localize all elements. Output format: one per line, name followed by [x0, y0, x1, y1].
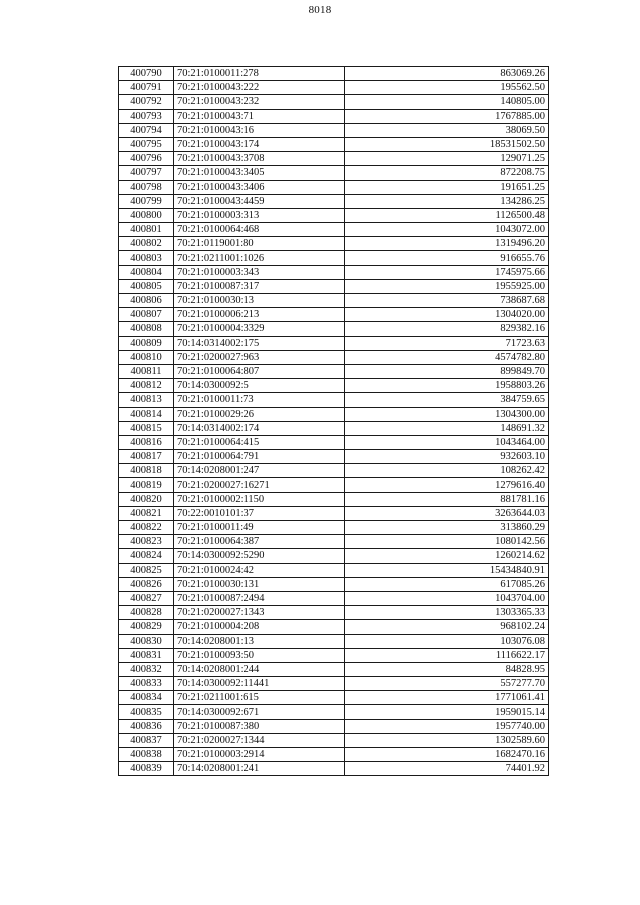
row-number-cell: 400812	[119, 379, 174, 393]
cadastral-number-cell: 70:21:0100043:232	[174, 95, 345, 109]
table-row	[119, 308, 549, 322]
value-cell: 1080142.56	[345, 535, 549, 549]
value-cell: 140805.00	[345, 95, 549, 109]
value-cell: 557277.70	[345, 677, 549, 691]
cadastral-number-cell: 70:14:0300092:5290	[174, 549, 345, 563]
cadastral-number-cell: 70:21:0100043:4459	[174, 194, 345, 208]
table-row	[119, 591, 549, 605]
table-row	[119, 393, 549, 407]
table-row	[119, 364, 549, 378]
cadastral-number-cell: 70:14:0300092:671	[174, 705, 345, 719]
value-cell: 1279616.40	[345, 478, 549, 492]
table-row	[119, 407, 549, 421]
row-number-cell: 400790	[119, 67, 174, 81]
cadastral-number-cell: 70:21:0100064:791	[174, 450, 345, 464]
cadastral-number-cell: 70:14:0300092:11441	[174, 677, 345, 691]
table-row	[119, 421, 549, 435]
table-row	[119, 180, 549, 194]
value-cell: 1303365.33	[345, 606, 549, 620]
row-number-cell: 400836	[119, 719, 174, 733]
page-number: 8018	[308, 4, 332, 16]
value-cell: 148691.32	[345, 421, 549, 435]
row-number-cell: 400799	[119, 194, 174, 208]
table-row	[119, 748, 549, 762]
table-row	[119, 492, 549, 506]
row-number-cell: 400815	[119, 421, 174, 435]
table-row	[119, 719, 549, 733]
cadastral-number-cell: 70:21:0100011:49	[174, 521, 345, 535]
row-number-cell: 400816	[119, 435, 174, 449]
cadastral-number-cell: 70:21:0100043:16	[174, 123, 345, 137]
value-cell: 1767885.00	[345, 109, 549, 123]
table-row	[119, 535, 549, 549]
table-row	[119, 137, 549, 151]
row-number-cell: 400821	[119, 506, 174, 520]
row-number-cell: 400804	[119, 265, 174, 279]
table-row	[119, 237, 549, 251]
cadastral-number-cell: 70:21:0100087:317	[174, 279, 345, 293]
row-number-cell: 400811	[119, 364, 174, 378]
cadastral-number-cell: 70:21:0100004:3329	[174, 322, 345, 336]
cadastral-number-cell: 70:21:0100003:343	[174, 265, 345, 279]
table-row	[119, 620, 549, 634]
row-number-cell: 400818	[119, 464, 174, 478]
table-row	[119, 67, 549, 81]
table-row	[119, 81, 549, 95]
value-cell: 108262.42	[345, 464, 549, 478]
row-number-cell: 400810	[119, 350, 174, 364]
row-number-cell: 400805	[119, 279, 174, 293]
row-number-cell: 400792	[119, 95, 174, 109]
value-cell: 4574782.80	[345, 350, 549, 364]
cadastral-number-cell: 70:21:0100006:213	[174, 308, 345, 322]
table-row	[119, 705, 549, 719]
table-row	[119, 208, 549, 222]
cadastral-number-cell: 70:21:0211001:615	[174, 691, 345, 705]
value-cell: 1957740.00	[345, 719, 549, 733]
value-cell: 134286.25	[345, 194, 549, 208]
table-row	[119, 648, 549, 662]
table-row	[119, 606, 549, 620]
cadastral-number-cell: 70:21:0100003:313	[174, 208, 345, 222]
row-number-cell: 400826	[119, 577, 174, 591]
table-row	[119, 251, 549, 265]
value-cell: 1304020.00	[345, 308, 549, 322]
table-row	[119, 450, 549, 464]
table-row	[119, 577, 549, 591]
row-number-cell: 400814	[119, 407, 174, 421]
cadastral-number-cell: 70:21:0100004:208	[174, 620, 345, 634]
value-cell: 71723.63	[345, 336, 549, 350]
value-cell: 968102.24	[345, 620, 549, 634]
row-number-cell: 400802	[119, 237, 174, 251]
value-cell: 15434840.91	[345, 563, 549, 577]
table-row	[119, 194, 549, 208]
value-cell: 1304300.00	[345, 407, 549, 421]
row-number-cell: 400808	[119, 322, 174, 336]
value-cell: 863069.26	[345, 67, 549, 81]
table-row	[119, 336, 549, 350]
table-row	[119, 691, 549, 705]
table-row	[119, 294, 549, 308]
value-cell: 1126500.48	[345, 208, 549, 222]
cadastral-number-cell: 70:21:0211001:1026	[174, 251, 345, 265]
cadastral-number-cell: 70:14:0208001:247	[174, 464, 345, 478]
table-row	[119, 506, 549, 520]
row-number-cell: 400838	[119, 748, 174, 762]
cadastral-number-cell: 70:21:0100064:415	[174, 435, 345, 449]
cadastral-number-cell: 70:21:0100024:42	[174, 563, 345, 577]
row-number-cell: 400809	[119, 336, 174, 350]
table-row	[119, 350, 549, 364]
row-number-cell: 400825	[119, 563, 174, 577]
cadastral-number-cell: 70:21:0100030:13	[174, 294, 345, 308]
cadastral-number-cell: 70:21:0100043:3708	[174, 152, 345, 166]
row-number-cell: 400794	[119, 123, 174, 137]
value-cell: 1043464.00	[345, 435, 549, 449]
value-cell: 872208.75	[345, 166, 549, 180]
row-number-cell: 400824	[119, 549, 174, 563]
value-cell: 74401.92	[345, 762, 549, 776]
row-number-cell: 400829	[119, 620, 174, 634]
value-cell: 1958803.26	[345, 379, 549, 393]
value-cell: 899849.70	[345, 364, 549, 378]
value-cell: 195562.50	[345, 81, 549, 95]
cadastral-number-cell: 70:21:0200027:1344	[174, 733, 345, 747]
table-row	[119, 166, 549, 180]
row-number-cell: 400827	[119, 591, 174, 605]
table-row	[119, 464, 549, 478]
cadastral-number-cell: 70:14:0208001:244	[174, 662, 345, 676]
value-cell: 738687.68	[345, 294, 549, 308]
cadastral-number-cell: 70:21:0200027:963	[174, 350, 345, 364]
value-cell: 1260214.62	[345, 549, 549, 563]
row-number-cell: 400796	[119, 152, 174, 166]
value-cell: 84828.95	[345, 662, 549, 676]
cadastral-number-cell: 70:21:0100064:468	[174, 223, 345, 237]
table-row	[119, 563, 549, 577]
cadastral-number-cell: 70:21:0100064:807	[174, 364, 345, 378]
value-cell: 1302589.60	[345, 733, 549, 747]
row-number-cell: 400839	[119, 762, 174, 776]
row-number-cell: 400791	[119, 81, 174, 95]
value-cell: 129071.25	[345, 152, 549, 166]
table-row	[119, 322, 549, 336]
value-cell: 829382.16	[345, 322, 549, 336]
cadastral-number-cell: 70:21:0100043:174	[174, 137, 345, 151]
row-number-cell: 400832	[119, 662, 174, 676]
value-cell: 384759.65	[345, 393, 549, 407]
table-row	[119, 223, 549, 237]
value-cell: 881781.16	[345, 492, 549, 506]
value-cell: 1043704.00	[345, 591, 549, 605]
row-number-cell: 400795	[119, 137, 174, 151]
row-number-cell: 400828	[119, 606, 174, 620]
table-row	[119, 662, 549, 676]
table-row	[119, 265, 549, 279]
row-number-cell: 400822	[119, 521, 174, 535]
table-row	[119, 95, 549, 109]
table-row	[119, 521, 549, 535]
cadastral-number-cell: 70:21:0100011:73	[174, 393, 345, 407]
cadastral-number-cell: 70:14:0300092:5	[174, 379, 345, 393]
row-number-cell: 400834	[119, 691, 174, 705]
row-number-cell: 400793	[119, 109, 174, 123]
value-cell: 313860.29	[345, 521, 549, 535]
value-cell: 1319496.20	[345, 237, 549, 251]
value-cell: 1955925.00	[345, 279, 549, 293]
table-row	[119, 123, 549, 137]
table-row	[119, 677, 549, 691]
registry-table	[118, 66, 549, 776]
row-number-cell: 400800	[119, 208, 174, 222]
table-row	[119, 109, 549, 123]
table-row	[119, 152, 549, 166]
value-cell: 38069.50	[345, 123, 549, 137]
cadastral-number-cell: 70:21:0100093:50	[174, 648, 345, 662]
table-row	[119, 549, 549, 563]
value-cell: 1771061.41	[345, 691, 549, 705]
row-number-cell: 400831	[119, 648, 174, 662]
cadastral-number-cell: 70:14:0208001:13	[174, 634, 345, 648]
row-number-cell: 400807	[119, 308, 174, 322]
table-row	[119, 435, 549, 449]
row-number-cell: 400813	[119, 393, 174, 407]
table-row	[119, 478, 549, 492]
cadastral-number-cell: 70:21:0100043:71	[174, 109, 345, 123]
value-cell: 3263644.03	[345, 506, 549, 520]
value-cell: 932603.10	[345, 450, 549, 464]
value-cell: 1745975.66	[345, 265, 549, 279]
cadastral-number-cell: 70:21:0100011:278	[174, 67, 345, 81]
cadastral-number-cell: 70:21:0119001:80	[174, 237, 345, 251]
cadastral-number-cell: 70:14:0208001:241	[174, 762, 345, 776]
cadastral-number-cell: 70:21:0100087:2494	[174, 591, 345, 605]
row-number-cell: 400835	[119, 705, 174, 719]
value-cell: 103076.08	[345, 634, 549, 648]
row-number-cell: 400837	[119, 733, 174, 747]
registry-table-body	[119, 67, 549, 776]
row-number-cell: 400798	[119, 180, 174, 194]
value-cell: 916655.76	[345, 251, 549, 265]
value-cell: 1116622.17	[345, 648, 549, 662]
row-number-cell: 400817	[119, 450, 174, 464]
table-row	[119, 762, 549, 776]
row-number-cell: 400830	[119, 634, 174, 648]
value-cell: 1959015.14	[345, 705, 549, 719]
value-cell: 18531502.50	[345, 137, 549, 151]
cadastral-number-cell: 70:21:0100043:3406	[174, 180, 345, 194]
row-number-cell: 400801	[119, 223, 174, 237]
cadastral-number-cell: 70:14:0314002:174	[174, 421, 345, 435]
row-number-cell: 400823	[119, 535, 174, 549]
table-row	[119, 379, 549, 393]
cadastral-number-cell: 70:21:0100029:26	[174, 407, 345, 421]
row-number-cell: 400833	[119, 677, 174, 691]
cadastral-number-cell: 70:21:0100030:131	[174, 577, 345, 591]
cadastral-number-cell: 70:21:0100043:3405	[174, 166, 345, 180]
cadastral-number-cell: 70:21:0200027:16271	[174, 478, 345, 492]
row-number-cell: 400806	[119, 294, 174, 308]
row-number-cell: 400797	[119, 166, 174, 180]
cadastral-number-cell: 70:14:0314002:175	[174, 336, 345, 350]
cadastral-number-cell: 70:21:0100003:2914	[174, 748, 345, 762]
value-cell: 617085.26	[345, 577, 549, 591]
value-cell: 1682470.16	[345, 748, 549, 762]
cadastral-number-cell: 70:21:0100064:387	[174, 535, 345, 549]
cadastral-number-cell: 70:21:0100002:1150	[174, 492, 345, 506]
row-number-cell: 400820	[119, 492, 174, 506]
cadastral-number-cell: 70:21:0100043:222	[174, 81, 345, 95]
value-cell: 191651.25	[345, 180, 549, 194]
row-number-cell: 400803	[119, 251, 174, 265]
table-row	[119, 279, 549, 293]
row-number-cell: 400819	[119, 478, 174, 492]
value-cell: 1043072.00	[345, 223, 549, 237]
cadastral-number-cell: 70:21:0200027:1343	[174, 606, 345, 620]
table-row	[119, 733, 549, 747]
table-row	[119, 634, 549, 648]
cadastral-number-cell: 70:21:0100087:380	[174, 719, 345, 733]
cadastral-number-cell: 70:22:0010101:37	[174, 506, 345, 520]
